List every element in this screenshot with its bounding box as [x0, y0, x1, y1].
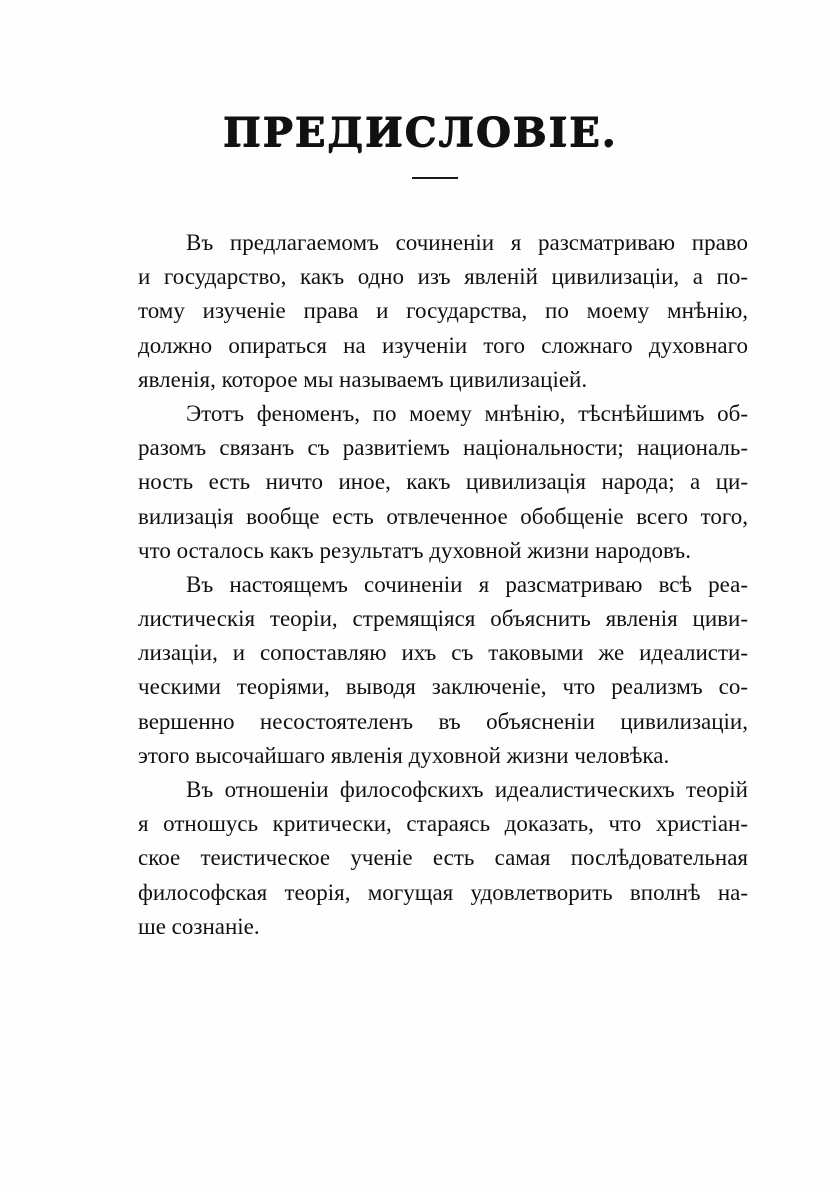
text-line: что осталось какъ результатъ духовной жизни народовъ.	[138, 537, 691, 563]
paragraph-3	[138, 568, 748, 773]
text-line: Этотъ феноменъ, по моему мнѣнію, тѣснѣйшимъ об-	[186, 400, 748, 426]
text-line: тому изученіе права и государства, по моему мнѣнію,	[138, 298, 748, 324]
text-line: ческими теоріями, выводя заключеніе, что реализмъ со-	[138, 674, 748, 700]
text-line: я отношусь критически, стараясь доказать, что христіан-	[138, 811, 748, 837]
page-title: ПРЕДИСЛОВІЕ.	[222, 109, 618, 156]
text-line: Въ предлагаемомъ сочиненіи я разсматриваю право	[186, 230, 748, 255]
text-line: должно опираться на изученіи того сложнаго духовнаго	[138, 332, 748, 358]
text-line: листическія теоріи, стремящіяся объяснить явленія циви-	[138, 606, 748, 632]
text-line: ское теистическое ученіе есть самая послѣдовательная	[138, 845, 748, 871]
text-line: Въ настоящемъ сочиненіи я разсматриваю всѣ реа-	[186, 571, 748, 597]
title-divider	[412, 177, 458, 179]
text-line: философская теорія, могущая удовлетворить вполнѣ на-	[138, 879, 748, 905]
text-line: ше сознаніе.	[138, 913, 260, 939]
text-line: Въ отношеніи философскихъ идеалистическихъ теорій	[186, 777, 748, 802]
text-line: вилизація вообще есть отвлеченное обобщеніе всего того,	[138, 503, 748, 529]
text-line: вершенно несостоятеленъ въ объясненіи цивилизаціи,	[138, 708, 748, 734]
text-line: ность есть ничто иное, какъ цивилизація народа; а ци-	[138, 469, 748, 495]
text-line: этого высочайшаго явленія духовной жизни человѣка.	[138, 742, 670, 768]
paragraph-1	[138, 226, 748, 397]
text-line: явленія, которое мы называемъ цивилизаціей.	[138, 366, 588, 392]
text-line: разомъ связанъ съ развитіемъ національности; националь-	[138, 435, 748, 461]
text-line: и государство, какъ одно изъ явленій цивилизаціи, а по-	[138, 264, 748, 290]
preface-body	[138, 226, 748, 944]
paragraph-4	[138, 773, 748, 944]
text-line: лизаціи, и сопоставляю ихъ съ таковыми же идеалисти-	[138, 640, 748, 666]
paragraph-2	[138, 397, 748, 568]
